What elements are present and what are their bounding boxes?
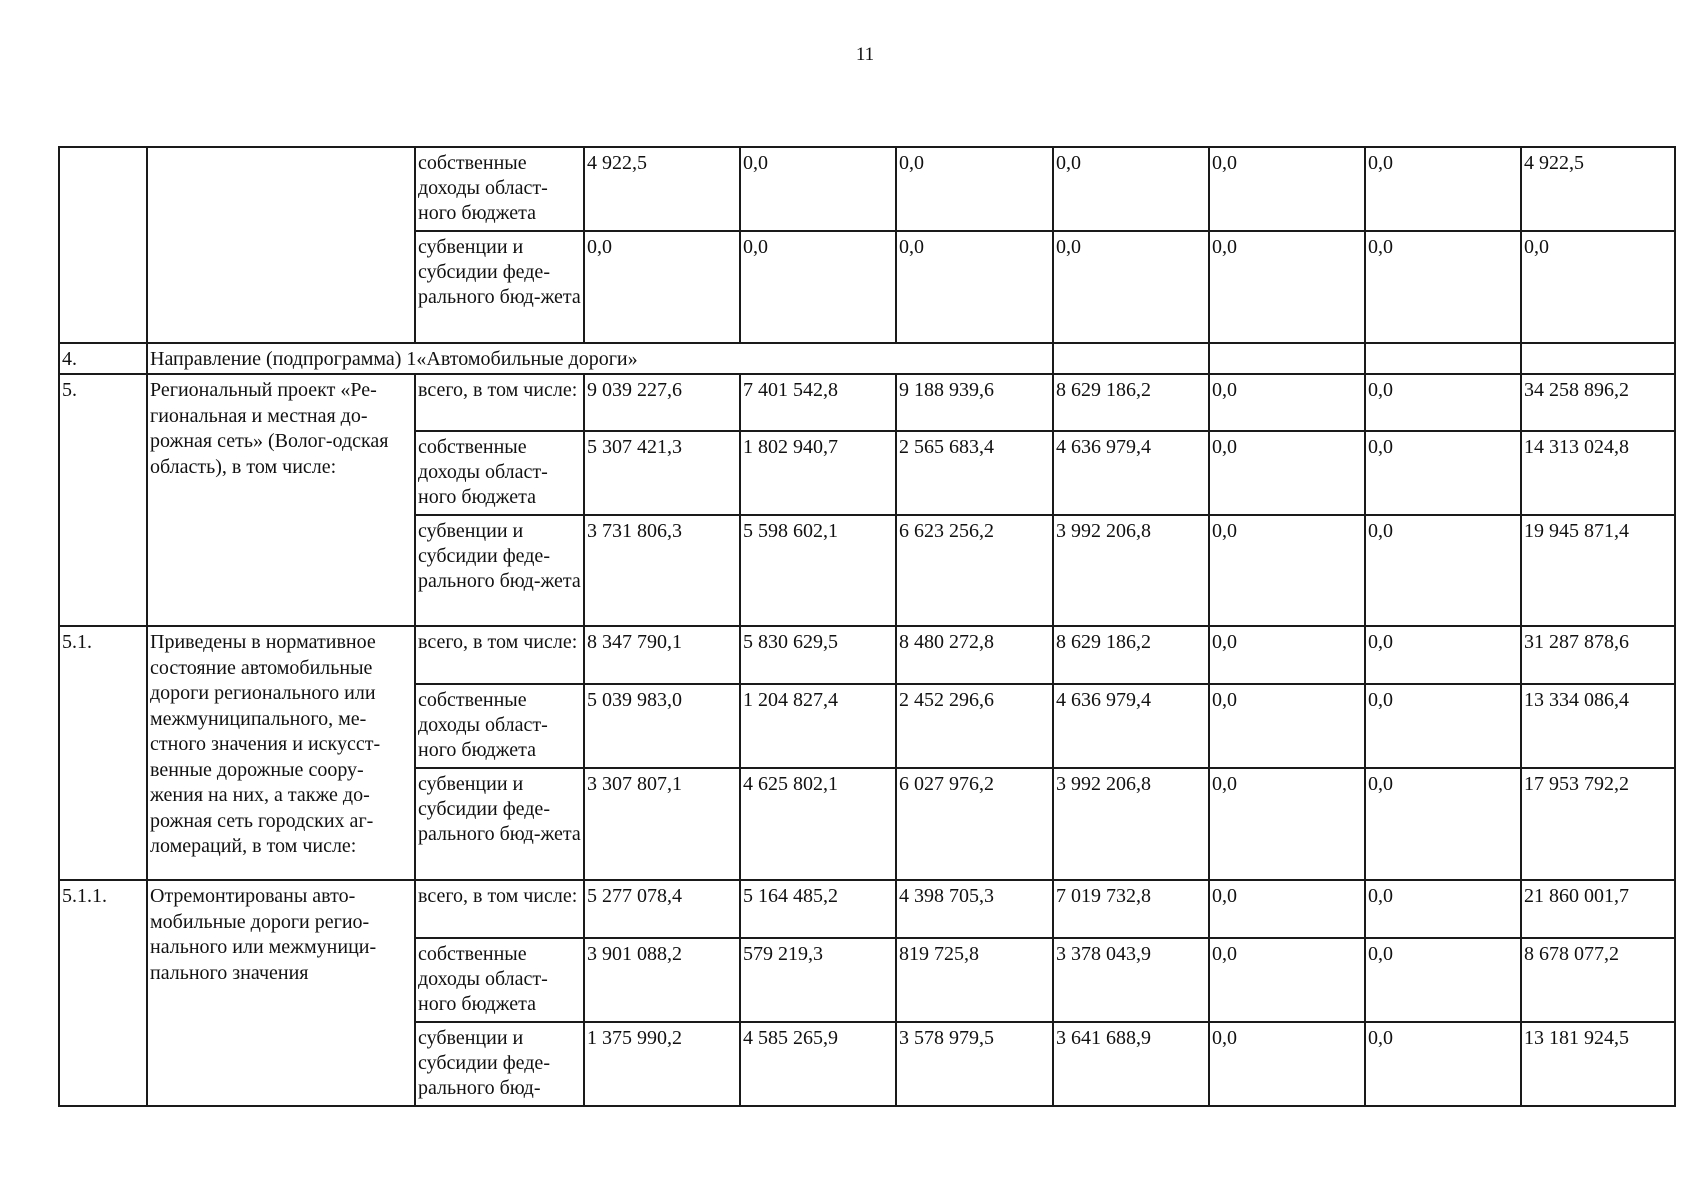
value-cell: 0,0 — [740, 147, 896, 231]
value-cell: 0,0 — [1365, 1022, 1521, 1106]
table-row — [59, 880, 1675, 938]
value-cell: 5 598 602,1 — [740, 515, 896, 626]
value-cell: 7 401 542,8 — [740, 374, 896, 431]
number-cell — [59, 147, 147, 343]
value-cell: 3 992 206,8 — [1053, 515, 1209, 626]
total-cell: 8 678 077,2 — [1521, 938, 1675, 1022]
value-cell: 2 452 296,6 — [896, 684, 1053, 768]
total-cell: 13 181 924,5 — [1521, 1022, 1675, 1106]
value-cell: 0,0 — [1209, 684, 1365, 768]
description-cell: Приведены в нормативное состояние автомобильные дороги регионального или межмуниципального, ме-стного значения и искусст-венные дорожные соору-жения на них, а также до-рожная сеть городских аг-ломераций, в том числе: — [147, 626, 415, 880]
value-cell: 9 039 227,6 — [584, 374, 740, 431]
value-cell: 579 219,3 — [740, 938, 896, 1022]
value-cell: 3 307 807,1 — [584, 768, 740, 880]
value-cell: 0,0 — [1053, 231, 1209, 343]
funding-type-cell: всего, в том числе: — [415, 880, 584, 938]
value-cell: 0,0 — [1365, 684, 1521, 768]
value-cell: 0,0 — [1365, 147, 1521, 231]
page-number: 11 — [855, 44, 875, 65]
total-cell: 34 258 896,2 — [1521, 374, 1675, 431]
table-row — [59, 626, 1675, 684]
value-cell: 3 901 088,2 — [584, 938, 740, 1022]
table-row — [59, 147, 1675, 231]
number-cell: 5.1.1. — [59, 880, 147, 1106]
number-cell: 5.1. — [59, 626, 147, 880]
value-cell: 8 629 186,2 — [1053, 374, 1209, 431]
description-cell — [147, 147, 415, 343]
total-cell: 0,0 — [1521, 231, 1675, 343]
number-cell: 4. — [59, 343, 147, 374]
value-cell: 0,0 — [1209, 374, 1365, 431]
value-cell: 0,0 — [1209, 1022, 1365, 1106]
value-cell: 8 480 272,8 — [896, 626, 1053, 684]
funding-type-cell: собственные доходы област-ного бюджета — [415, 938, 584, 1022]
value-cell: 5 307 421,3 — [584, 431, 740, 515]
value-cell: 1 375 990,2 — [584, 1022, 740, 1106]
value-cell: 7 019 732,8 — [1053, 880, 1209, 938]
value-cell: 819 725,8 — [896, 938, 1053, 1022]
value-cell: 0,0 — [1209, 626, 1365, 684]
funding-type-cell: собственные доходы област-ного бюджета — [415, 684, 584, 768]
value-cell: 0,0 — [1365, 374, 1521, 431]
value-cell: 0,0 — [740, 231, 896, 343]
description-cell: Отремонтированы авто-мобильные дороги регио-нального или межмуници-пального значения — [147, 880, 415, 1106]
value-cell: 5 164 485,2 — [740, 880, 896, 938]
value-cell: 4 585 265,9 — [740, 1022, 896, 1106]
funding-type-cell: субвенции и субсидии феде-рального бюд-жета — [415, 231, 584, 343]
total-cell: 21 860 001,7 — [1521, 880, 1675, 938]
value-cell: 2 565 683,4 — [896, 431, 1053, 515]
value-cell: 5 830 629,5 — [740, 626, 896, 684]
value-cell: 0,0 — [896, 231, 1053, 343]
value-cell: 6 027 976,2 — [896, 768, 1053, 880]
value-cell: 0,0 — [896, 147, 1053, 231]
value-cell: 3 641 688,9 — [1053, 1022, 1209, 1106]
value-cell: 8 629 186,2 — [1053, 626, 1209, 684]
value-cell: 5 277 078,4 — [584, 880, 740, 938]
value-cell: 0,0 — [1365, 431, 1521, 515]
value-cell: 9 188 939,6 — [896, 374, 1053, 431]
value-cell: 0,0 — [1209, 231, 1365, 343]
value-cell: 4 922,5 — [584, 147, 740, 231]
total-cell: 4 922,5 — [1521, 147, 1675, 231]
value-cell: 0,0 — [1209, 515, 1365, 626]
total-cell: 17 953 792,2 — [1521, 768, 1675, 880]
value-cell: 0,0 — [1365, 231, 1521, 343]
value-cell: 3 731 806,3 — [584, 515, 740, 626]
value-cell: 4 636 979,4 — [1053, 684, 1209, 768]
value-cell: 0,0 — [1053, 147, 1209, 231]
value-cell: 0,0 — [1209, 147, 1365, 231]
value-cell: 0,0 — [1365, 880, 1521, 938]
budget-table — [58, 146, 1676, 1107]
description-cell: Региональный проект «Ре-гиональная и местная до-рожная сеть» (Волог-одская область), в том числе: — [147, 374, 415, 626]
value-cell: 0,0 — [1365, 515, 1521, 626]
value-cell: 0,0 — [1365, 768, 1521, 880]
value-cell: 4 636 979,4 — [1053, 431, 1209, 515]
total-cell: 14 313 024,8 — [1521, 431, 1675, 515]
total-cell: 19 945 871,4 — [1521, 515, 1675, 626]
funding-type-cell: субвенции и субсидии феде-рального бюд- — [415, 1022, 584, 1106]
value-cell: 0,0 — [1209, 880, 1365, 938]
value-cell: 0,0 — [1209, 431, 1365, 515]
direction-row — [59, 343, 1675, 374]
value-cell: 0,0 — [1209, 938, 1365, 1022]
funding-type-cell: собственные доходы област-ного бюджета — [415, 431, 584, 515]
direction-title: Направление (подпрограмма) 1«Автомобильные дороги» — [147, 343, 1053, 374]
value-cell: 0,0 — [1365, 938, 1521, 1022]
funding-type-cell: всего, в том числе: — [415, 374, 584, 431]
empty-cell — [1209, 343, 1365, 374]
value-cell: 1 204 827,4 — [740, 684, 896, 768]
value-cell: 6 623 256,2 — [896, 515, 1053, 626]
value-cell: 3 578 979,5 — [896, 1022, 1053, 1106]
value-cell: 3 378 043,9 — [1053, 938, 1209, 1022]
value-cell: 4 625 802,1 — [740, 768, 896, 880]
empty-cell — [1521, 343, 1675, 374]
table-row — [59, 374, 1675, 431]
total-cell: 31 287 878,6 — [1521, 626, 1675, 684]
number-cell: 5. — [59, 374, 147, 626]
funding-type-cell: субвенции и субсидии феде-рального бюд-жета — [415, 768, 584, 880]
funding-type-cell: собственные доходы област-ного бюджета — [415, 147, 584, 231]
value-cell: 1 802 940,7 — [740, 431, 896, 515]
value-cell: 3 992 206,8 — [1053, 768, 1209, 880]
value-cell: 0,0 — [1209, 768, 1365, 880]
funding-type-cell: всего, в том числе: — [415, 626, 584, 684]
value-cell: 4 398 705,3 — [896, 880, 1053, 938]
value-cell: 0,0 — [1365, 626, 1521, 684]
total-cell: 13 334 086,4 — [1521, 684, 1675, 768]
funding-type-cell: субвенции и субсидии феде-рального бюд-жета — [415, 515, 584, 626]
empty-cell — [1365, 343, 1521, 374]
value-cell: 5 039 983,0 — [584, 684, 740, 768]
value-cell: 8 347 790,1 — [584, 626, 740, 684]
empty-cell — [1053, 343, 1209, 374]
value-cell: 0,0 — [584, 231, 740, 343]
